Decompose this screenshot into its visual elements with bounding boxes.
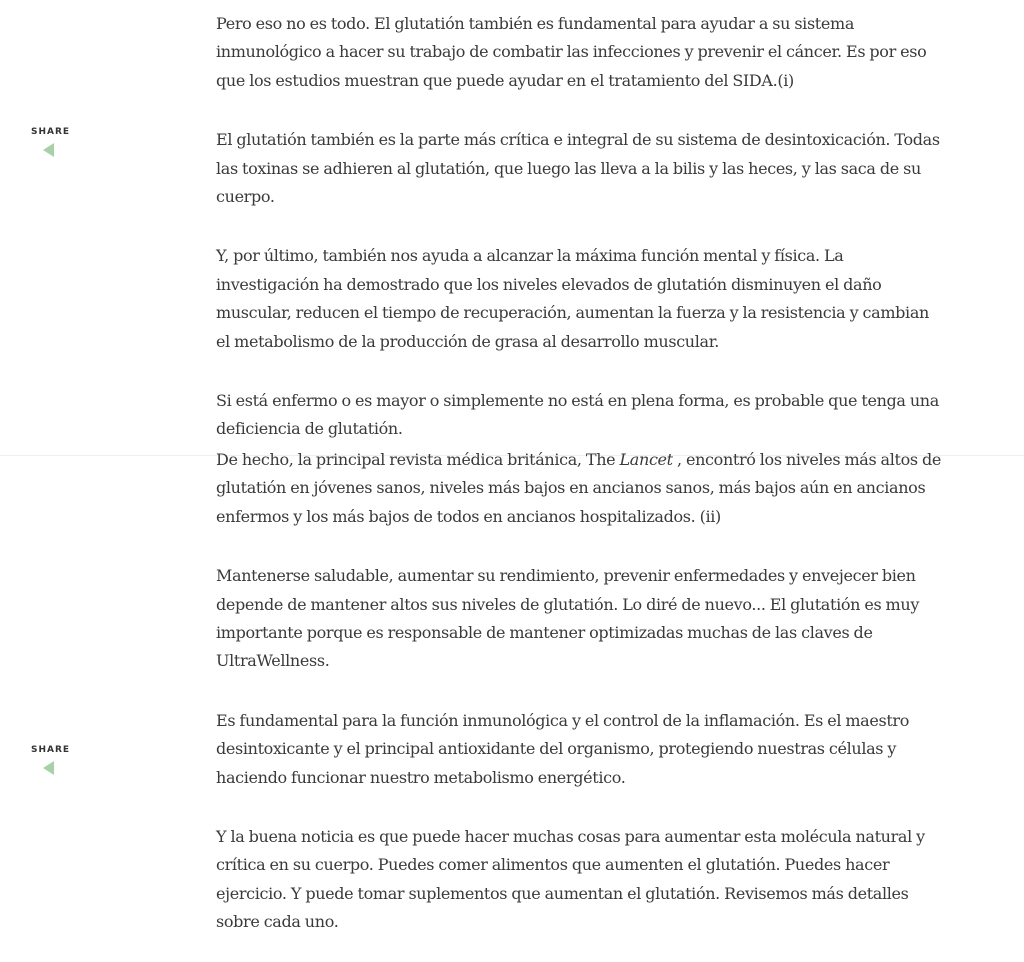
article-paragraph: Pero eso no es todo. El glutatión también es fundamental para ayudar a su sistema inmunológico a hacer su trabajo de combatir las infecciones y prevenir el cáncer. Es por eso que los estudios muestran que puede ayudar en el tratamiento del SIDA.(i) bbox=[216, 14, 927, 90]
share-widget bbox=[31, 744, 75, 775]
paragraph-text: De hecho, la principal revista médica británica, The bbox=[216, 449, 620, 469]
share-arrow-icon[interactable] bbox=[43, 761, 54, 775]
journal-name: Lancet bbox=[619, 449, 673, 469]
share-widget bbox=[31, 126, 75, 157]
article-paragraph: El glutatión también es la parte más crítica e integral de su sistema de desintoxicación. Todas las toxinas se adhieren al glutatión, que luego las lleva a la bilis y las heces, y las saca de su cuerpo. bbox=[216, 130, 940, 207]
article-body bbox=[216, 10, 946, 937]
article-paragraph: Y la buena noticia es que puede hacer muchas cosas para aumentar esta molécula natural y crítica en su cuerpo. Puedes comer alimentos que aumenten el glutatión. Puedes hacer ejercicio. Y puede tomar suplementos que aumentan el glutatión. Revisemos más detalles sobre cada uno. bbox=[216, 826, 925, 932]
article-paragraph bbox=[216, 446, 946, 531]
paragraph-text: , encontró los niveles más altos de glutatión en jóvenes sanos, niveles más bajos en ancianos sanos, más bajos aún en ancianos enfermos y los más bajos de todos en ancianos hospitalizados. (ii) bbox=[216, 449, 941, 526]
share-arrow-icon[interactable] bbox=[43, 143, 54, 157]
share-label: SHARE bbox=[31, 127, 71, 137]
share-label: SHARE bbox=[31, 745, 71, 755]
article-paragraph: Es fundamental para la función inmunológica y el control de la inflamación. Es el maestro desintoxicante y el principal antioxidante del organismo, protegiendo nuestras células y haciendo funcionar nuestro metabolismo energético. bbox=[216, 710, 910, 787]
article-paragraph: Mantenerse saludable, aumentar su rendimiento, prevenir enfermedades y envejecer bien depende de mantener altos sus niveles de glutatión. Lo diré de nuevo... El glutatión es muy importante porque es responsable de mantener optimizadas muchas de las claves de UltraWellness. bbox=[216, 566, 920, 671]
article-paragraph: Y, por último, también nos ayuda a alcanzar la máxima función mental y física. La investigación ha demostrado que los niveles elevados de glutatión disminuyen el daño muscular, reducen el tiempo de recuperación, aumentan la fuerza y la resistencia y cambian el metabolismo de la producción de grasa al desarrollo muscular. bbox=[216, 246, 929, 351]
article-paragraph: Si está enfermo o es mayor o simplemente no está en plena forma, es probable que tenga una deficiencia de glutatión. bbox=[216, 391, 939, 439]
